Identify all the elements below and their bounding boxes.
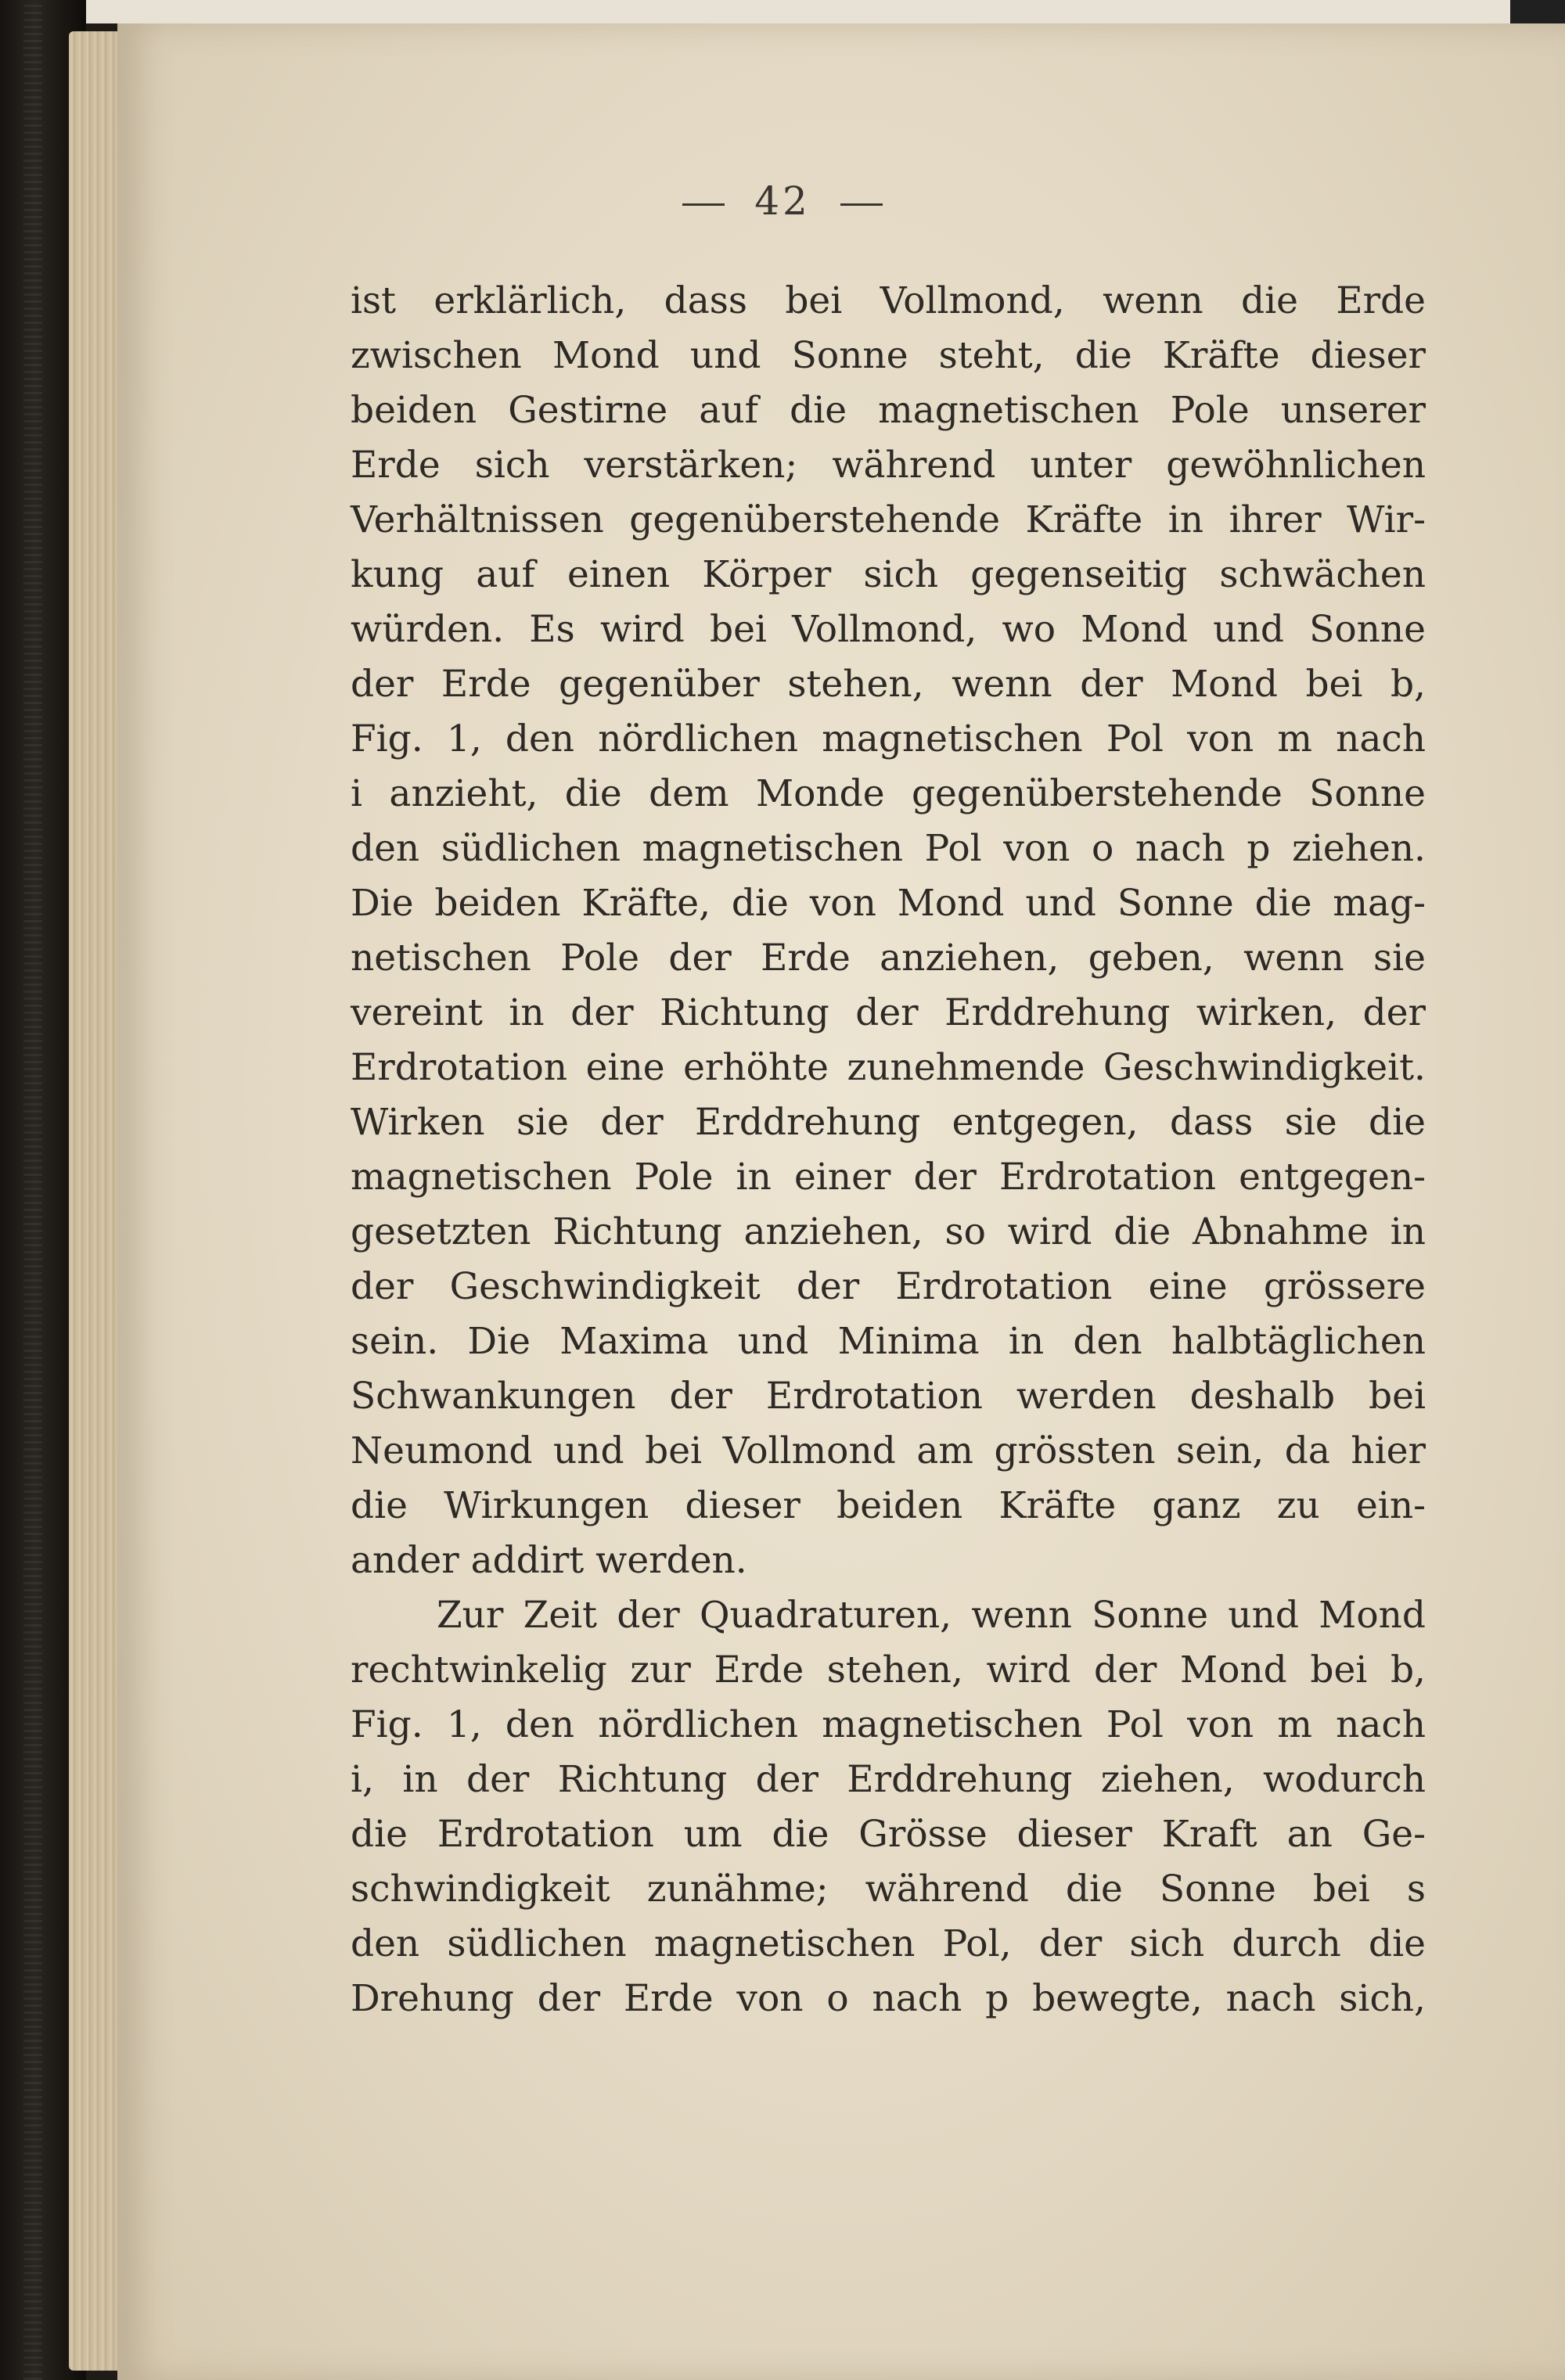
- header-dash-right: [840, 203, 883, 206]
- header-dash-left: [682, 203, 725, 206]
- text-line: Schwankungen der Erdrotation werden deshalb bei: [351, 1375, 1426, 1418]
- text-line: Die beiden Kräfte, die von Mond und Sonne die mag-: [351, 882, 1426, 925]
- text-line: Erdrotation eine erhöhte zunehmende Geschwindigkeit.: [351, 1046, 1426, 1089]
- text-line: würden. Es wird bei Vollmond, wo Mond und Sonne: [351, 608, 1426, 651]
- text-line: i anzieht, die dem Monde gegenüberstehende Sonne: [351, 772, 1426, 815]
- text-line: Fig. 1, den nördlichen magnetischen Pol von m nach: [351, 1703, 1426, 1746]
- text-line: beiden Gestirne auf die magnetischen Pole unserer: [351, 389, 1426, 432]
- text-line: den südlichen magnetischen Pol, der sich durch die: [351, 1922, 1426, 1965]
- text-line: magnetischen Pole in einer der Erdrotation entgegen-: [351, 1156, 1426, 1199]
- text-line: die Wirkungen dieser beiden Kräfte ganz zu ein-: [351, 1484, 1426, 1527]
- text-line: ist erklärlich, dass bei Vollmond, wenn die Erde: [351, 279, 1426, 322]
- text-line: Zur Zeit der Quadraturen, wenn Sonne und Mond: [437, 1594, 1426, 1637]
- text-line: schwindigkeit zunähme; während die Sonne bei s: [351, 1868, 1426, 1911]
- text-line: zwischen Mond und Sonne steht, die Kräfte dieser: [351, 334, 1426, 377]
- text-line: Drehung der Erde von o nach p bewegte, nach sich,: [351, 1977, 1426, 2020]
- text-line: ander addirt werden.: [351, 1539, 747, 1582]
- text-line: kung auf einen Körper sich gegenseitig schwächen: [351, 553, 1426, 596]
- paragraph-1: [351, 274, 1426, 1588]
- text-line: Fig. 1, den nördlichen magnetischen Pol von m nach: [351, 717, 1426, 760]
- text-line: der Geschwindigkeit der Erdrotation eine grössere: [351, 1265, 1426, 1308]
- page-number: 42: [754, 178, 811, 224]
- text-line: gesetzten Richtung anziehen, so wird die Abnahme in: [351, 1210, 1426, 1253]
- text-line: rechtwinkelig zur Erde stehen, wird der Mond bei b,: [351, 1648, 1426, 1692]
- text-line: Erde sich verstärken; während unter gewöhnlichen: [351, 444, 1426, 487]
- text-line: sein. Die Maxima und Minima in den halbtäglichen: [351, 1320, 1426, 1363]
- text-line: Wirken sie der Erddrehung entgegen, dass sie die: [351, 1101, 1426, 1144]
- text-line: die Erdrotation um die Grösse dieser Kraft an Ge-: [351, 1813, 1426, 1856]
- text-line: der Erde gegenüber stehen, wenn der Mond bei b,: [351, 663, 1426, 706]
- page-header: [0, 178, 1565, 224]
- text-line: den südlichen magnetischen Pol von o nach p ziehen.: [351, 827, 1426, 870]
- text-line: Verhältnissen gegenüberstehende Kräfte in ihrer Wir-: [351, 498, 1426, 541]
- text-line: i, in der Richtung der Erddrehung ziehen, wodurch: [351, 1758, 1426, 1801]
- text-line: netischen Pole der Erde anziehen, geben, wenn sie: [351, 937, 1426, 980]
- text-line: vereint in der Richtung der Erddrehung wirken, der: [351, 991, 1426, 1034]
- paragraph-2: [351, 1588, 1426, 2026]
- scan-top-margin: [0, 0, 1565, 23]
- body-text: [351, 274, 1426, 2026]
- text-line: Neumond und bei Vollmond am grössten sein, da hier: [351, 1429, 1426, 1472]
